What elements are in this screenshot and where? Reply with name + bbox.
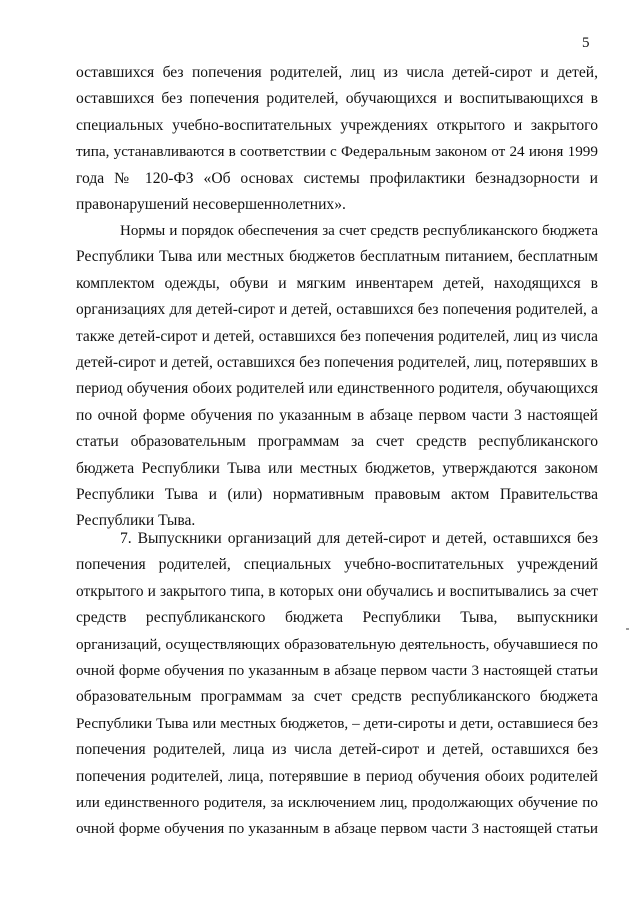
text-line: попечения родителей, специальных учебно-воспитательных учреждений [76,556,598,574]
paragraph-item-7 [76,526,598,843]
text-line: оставшихся без попечения родителей, лиц из числа детей-сирот и детей, [76,64,598,81]
text-line: комплектом одежды, обуви и мягким инвентарем детей, находящихся в [76,274,598,292]
page-number: 5 [582,35,590,51]
text-line: открытого и закрытого типа, в которых они обучались и воспитывались за счет [76,582,598,600]
paragraph-norms [76,218,598,535]
text-line: специальных учебно-воспитательных учреждениях открытого и закрытого [76,116,598,134]
text-line: Республики Тыва или местных бюджетов бесплатным питанием, бесплатным [76,248,598,266]
text-line: организациях для детей-сирот и детей, оставшихся без попечения родителей, а [76,301,598,319]
text-line: или единственного родителя, за исключением лиц, продолжающих обучение по [76,793,598,811]
text-line: детей-сирот и детей, оставшихся без попечения родителей, лиц, потерявших в [76,353,598,371]
text-line: очной форме обучения по указанным в абзаце первом части 3 настоящей статьи [76,661,598,679]
scan-speck [626,628,629,630]
text-line: по очной форме обучения по указанным в абзаце первом части 3 настоящей [76,406,598,424]
text-line: Нормы и порядок обеспечения за счет средств республиканского бюджета [120,223,598,239]
text-line: очной форме обучения по указанным в абзаце первом части 3 настоящей статьи [76,820,598,838]
text-line: средств республиканского бюджета Республики Тыва, выпускники [76,609,598,627]
text-line: Республики Тыва и (или) нормативным правовым актом Правительства [76,485,598,503]
text-line: типа, устанавливаются в соответствии с Федеральным законом от 24 июня 1999 [76,143,598,161]
text-line: организаций, осуществляющих образовательную деятельность, обучавшиеся по [76,635,598,653]
text-line: период обучения обоих родителей или единственного родителя, обучающихся [76,380,598,398]
text-line: оставшихся без попечения родителей, обучающихся и воспитывающихся в [76,90,598,108]
text-line: бюджета Республики Тыва или местных бюджетов, утверждаются законом [76,459,598,477]
text-line: статьи образовательным программам за счет средств республиканского [76,433,598,451]
text-line: года № 120-ФЗ «Об основах системы профилактики безнадзорности и [76,169,598,187]
text-line: 7. Выпускники организаций для детей-сирот и детей, оставшихся без [120,530,598,547]
text-line: правонарушений несовершеннолетних». [76,195,346,213]
text-line: попечения родителей, лица, потерявшие в период обучения обоих родителей [76,767,598,785]
text-line: Республики Тыва. [76,512,196,530]
text-line: Республики Тыва или местных бюджетов, – дети-сироты и дети, оставшиеся без [76,714,598,732]
text-line: образовательным программам за счет средств республиканского бюджета [76,688,598,706]
text-line: попечения родителей, лица из числа детей-сирот и детей, оставшихся без [76,741,598,759]
paragraph-continuation [76,60,598,218]
text-line: также детей-сирот и детей, оставшихся без попечения родителей, лиц из числа [76,327,598,345]
